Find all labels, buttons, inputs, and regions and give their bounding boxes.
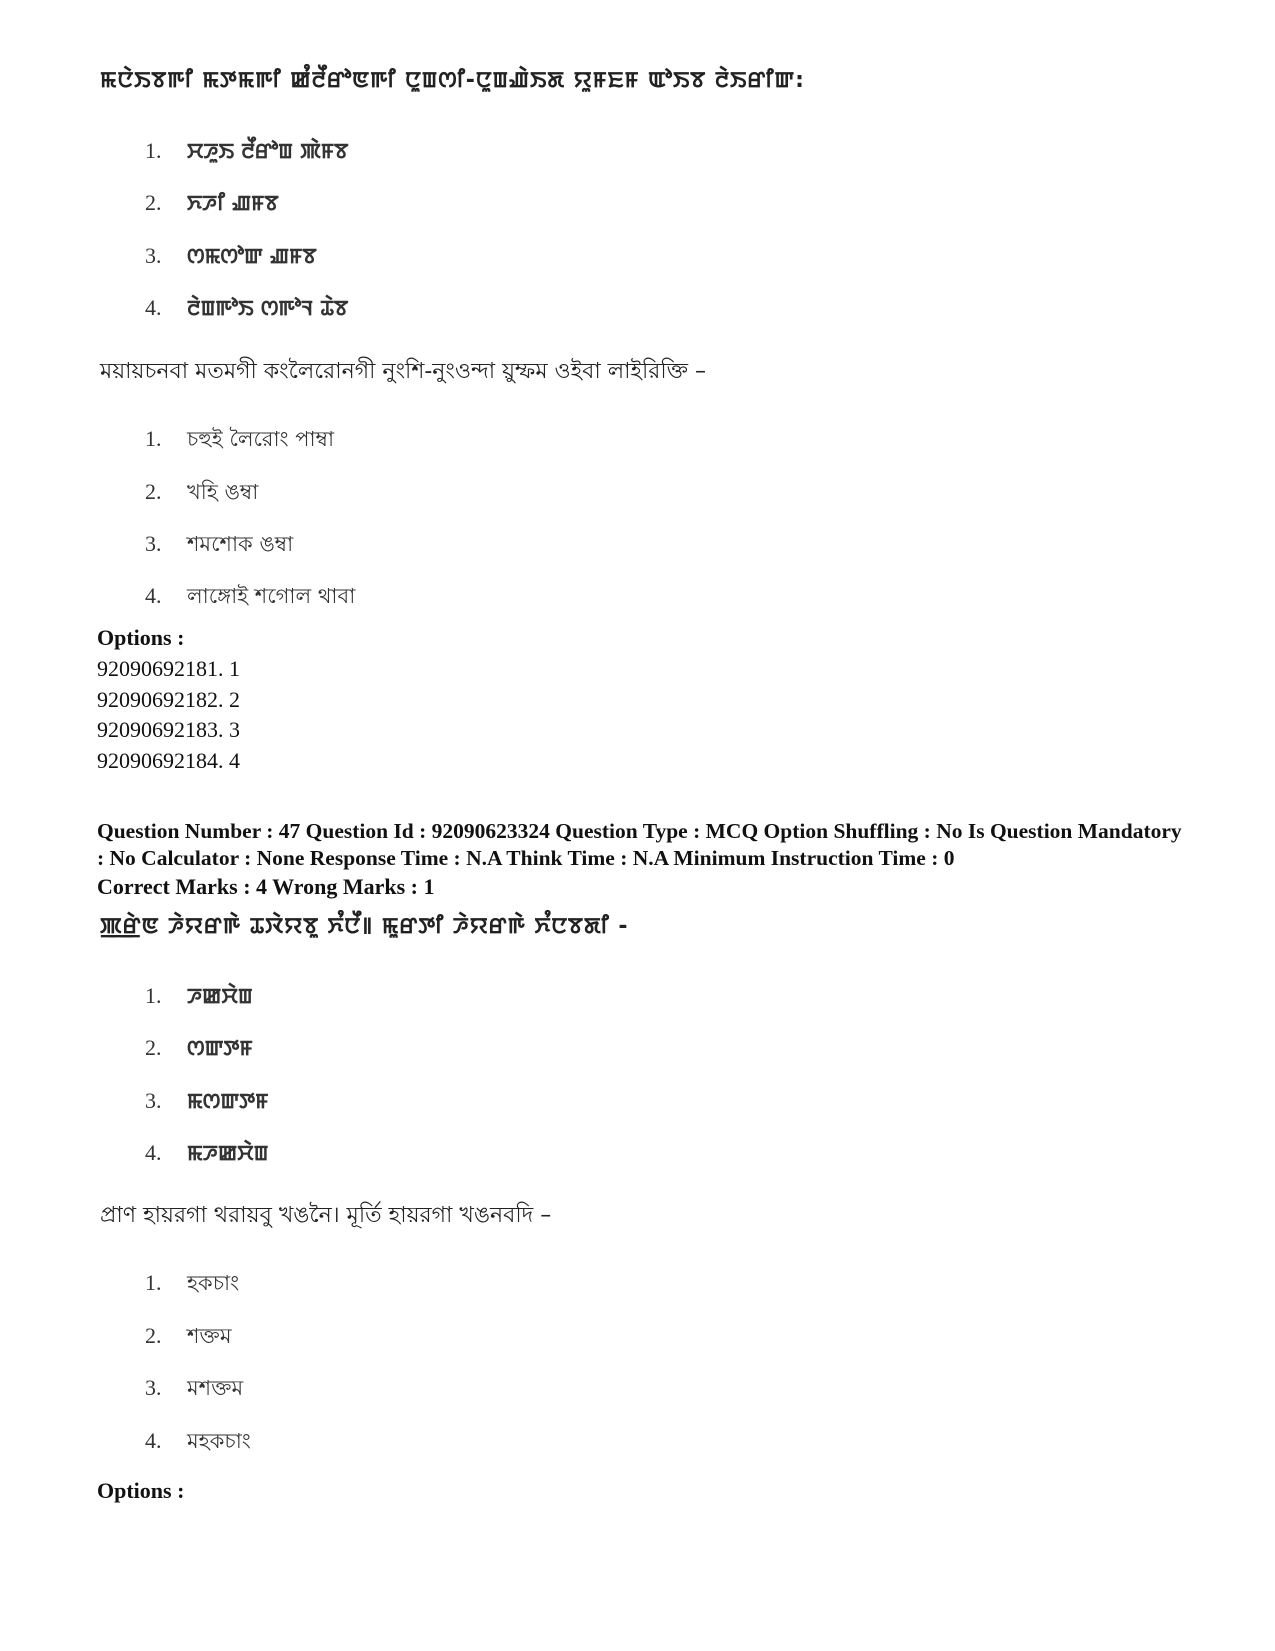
option-item — [145, 1138, 268, 1167]
option-item — [145, 293, 348, 322]
option-item — [145, 981, 253, 1010]
option-item — [145, 1425, 251, 1460]
option-item — [145, 528, 293, 563]
option-number: 2. — [145, 190, 162, 215]
option-text: মহকচাং — [187, 1429, 251, 1453]
option-text: ꯁꯃꯁꯣꯛ ꯉꯝꯕ — [187, 244, 317, 268]
option-text: শক্তম — [187, 1324, 232, 1348]
option-item — [145, 423, 334, 458]
option-id-line: 92090692182. 2 — [97, 687, 240, 712]
option-item — [145, 476, 258, 511]
option-item — [145, 188, 279, 217]
option-number: 1. — [145, 1270, 162, 1295]
option-text: ꯈꯍꯤ ꯉꯝꯕ — [187, 191, 279, 215]
option-text: মশক্তম — [187, 1376, 244, 1400]
option-text: খহি ঙম্বা — [187, 480, 259, 504]
question-text-meitei: ꯄ꯭ꯔꯥꯟ ꯍꯥꯌꯔꯒꯥ ꯊꯋꯥꯌꯕꯨ ꯈꯪꯅꯩ꯫ ꯃꯨꯔꯇꯤ ꯍꯥꯌꯔꯒꯥ ꯈꯪꯅꯕꯗꯤ - — [100, 914, 629, 939]
option-number: 1. — [145, 983, 162, 1008]
option-number: 4. — [145, 295, 162, 320]
option-text: ꯂꯥꯡꯒꯣꯏ ꯁꯒꯣꯜ ꯊꯥꯕ — [187, 296, 349, 320]
option-id-line: 92090692183. 3 — [97, 717, 240, 742]
option-item — [145, 241, 317, 270]
option-number: 2. — [145, 1323, 162, 1348]
options-heading: Options : — [97, 1478, 185, 1503]
question-text-bengali: প্রাণ হায়রগা থরায়বু খঙনৈ। মূর্তি হায়রগা খঙনবদি – — [100, 1203, 552, 1228]
option-number: 1. — [145, 138, 162, 163]
option-item — [145, 1033, 253, 1062]
question-text-meitei: ꯃꯅꯥꯏꯕꯒꯤ ꯃꯇꯃꯒꯤ ꯀꯪꯂꯩꯔꯣꯟꯒꯤ ꯅꯨꯡꯁꯤ-ꯅꯨꯡꯉꯥꯏꯗ ꯌꯨꯝꯐꯝ ꯑꯣꯏꯕ ꯂꯥꯏꯔꯤꯛ: — [100, 68, 805, 93]
option-id-line: 92090692184. 4 — [97, 748, 240, 773]
option-item — [145, 1267, 239, 1302]
question-metadata: Question Number : 47 Question Id : 92090623324 Question Type : MCQ Option Shuffling : No Is Question Mandatory : No Calculator : None Response Time : N.A Think Time : N.A Minimum Instruction Time : 0 — [97, 819, 1182, 870]
options-heading: Options : — [97, 625, 185, 650]
option-text: হকচাং — [187, 1271, 240, 1295]
option-number: 4. — [145, 583, 162, 608]
option-item — [145, 1320, 232, 1355]
option-number: 4. — [145, 1428, 162, 1453]
option-text: লাঙ্গোই শগোল থাবা — [187, 584, 356, 608]
option-number: 3. — [145, 1088, 162, 1113]
option-item — [145, 580, 355, 615]
option-number: 1. — [145, 426, 162, 451]
option-number: 2. — [145, 479, 162, 504]
option-number: 3. — [145, 531, 162, 556]
option-text: ꯍꯀꯆꯥꯡ — [187, 984, 253, 1008]
option-number: 4. — [145, 1140, 162, 1165]
option-text: ꯁꯛꯇꯝ — [187, 1036, 253, 1060]
option-id-line: 92090692181. 1 — [97, 656, 240, 681]
option-text: ꯆꯍꯨꯏ ꯂꯩꯔꯣꯡ ꯄꯥꯝꯕ — [187, 139, 349, 163]
option-text: ꯃꯁꯛꯇꯝ — [187, 1089, 269, 1113]
question-text-bengali: ময়ায়চনবা মতমগী কংলৈরোনগী নুংশি-নুংওন্দা য়ুম্ফম ওইবা লাইরিক্তি – — [100, 359, 707, 384]
option-text: ꯃꯍꯀꯆꯥꯡ — [187, 1141, 269, 1165]
option-item — [145, 136, 348, 165]
option-text: চহুই লৈরোং পাম্বা — [187, 427, 335, 451]
option-item — [145, 1086, 268, 1115]
option-number: 3. — [145, 1375, 162, 1400]
option-text: শমশোক ঙম্বা — [187, 532, 294, 556]
question-marks: Correct Marks : 4 Wrong Marks : 1 — [97, 874, 435, 899]
option-item — [145, 1372, 243, 1407]
option-number: 3. — [145, 243, 162, 268]
option-number: 2. — [145, 1035, 162, 1060]
